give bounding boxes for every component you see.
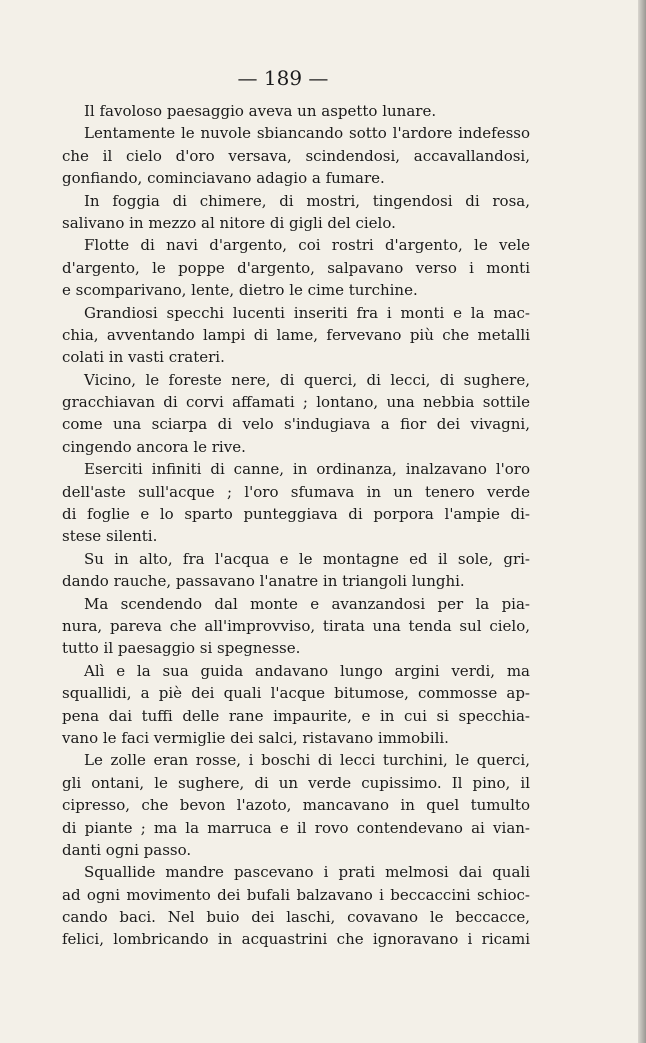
text-line: nura, pareva che all'improvviso, tirata una tenda sul cielo, [62, 616, 530, 635]
text-line: Grandiosi specchi lucenti inseriti fra i monti e la mac- [84, 303, 530, 322]
text-line: dell'aste sull'acque ; l'oro sfumava in un tenero verde [62, 482, 530, 501]
text-line: come una sciarpa di velo s'indugiava a fior dei vivagni, [62, 415, 530, 434]
text-line: felici, lombricando in acquastrini che ignoravano i ricami [62, 930, 530, 949]
text-line: Il favoloso paesaggio aveva un aspetto lunare. [84, 102, 437, 120]
text-line: Alì e la sua guida andavano lungo argini verdi, ma [84, 661, 530, 680]
text-line: In foggia di chimere, di mostri, tingendosi di rosa, [84, 191, 530, 210]
body-text [62, 100, 530, 951]
text-line: cipresso, che bevon l'azoto, mancavano in quel tumulto [62, 796, 530, 815]
text-line: gonfiando, cominciavano adagio a fumare. [62, 169, 385, 188]
text-line: Su in alto, fra l'acqua e le montagne ed il sole, gri- [84, 549, 530, 568]
page-edge [638, 0, 646, 1043]
text-line: che il cielo d'oro versava, scindendosi, accavallandosi, [62, 146, 530, 165]
text-line: salivano in mezzo al nitore di gigli del cielo. [62, 213, 396, 232]
text-line: Eserciti infiniti di canne, in ordinanza, inalzavano l'oro [84, 460, 530, 479]
text-line: tutto il paesaggio si spegnesse. [62, 639, 301, 658]
text-line: d'argento, le poppe d'argento, salpavano verso i monti [62, 258, 530, 277]
text-line: danti ogni passo. [62, 840, 192, 859]
text-line: di foglie e lo sparto punteggiava di porpora l'ampie di- [62, 505, 530, 524]
text-line: ad ogni movimento dei bufali balzavano i beccaccini schioc- [62, 885, 530, 904]
text-line: vano le faci vermiglie dei salci, ristavano immobili. [62, 728, 449, 747]
text-line: e scomparivano, lente, dietro le cime turchine. [62, 281, 418, 300]
text-line: Squallide mandre pascevano i prati melmosi dai quali [84, 863, 530, 882]
text-line: di piante ; ma la marruca e il rovo contendevano ai vian- [62, 818, 530, 837]
text-line: Flotte di navi d'argento, coi rostri d'argento, le vele [84, 236, 530, 255]
text-line: cingendo ancora le rive. [62, 437, 246, 456]
text-line: Ma scendendo dal monte e avanzandosi per la pia- [84, 594, 530, 613]
text-line: chia, avventando lampi di lame, fervevano più che metalli [62, 325, 530, 344]
text-line: pena dai tuffi delle rane impaurite, e in cui si specchia- [62, 706, 530, 725]
text-line: dando rauche, passavano l'anatre in triangoli lunghi. [62, 572, 465, 591]
text-line: Vicino, le foreste nere, di querci, di lecci, di sughere, [84, 370, 530, 389]
text-line: squallidi, a piè dei quali l'acque bitumose, commosse ap- [62, 684, 530, 703]
text-line: colati in vasti crateri. [62, 348, 225, 367]
page-number: — 189 — [237, 66, 329, 90]
text-line: cando baci. Nel buio dei laschi, covavano le beccacce, [62, 908, 530, 927]
text-line: gracchiavan di corvi affamati ; lontano, una nebbia sottile [62, 393, 530, 412]
text-line: stese silenti. [62, 527, 158, 546]
text-line: gli ontani, le sughere, di un verde cupissimo. Il pino, il [62, 773, 530, 792]
text-line: Le zolle eran rosse, i boschi di lecci turchini, le querci, [84, 751, 530, 770]
text-line: Lentamente le nuvole sbiancando sotto l'ardore indefesso [84, 124, 530, 143]
